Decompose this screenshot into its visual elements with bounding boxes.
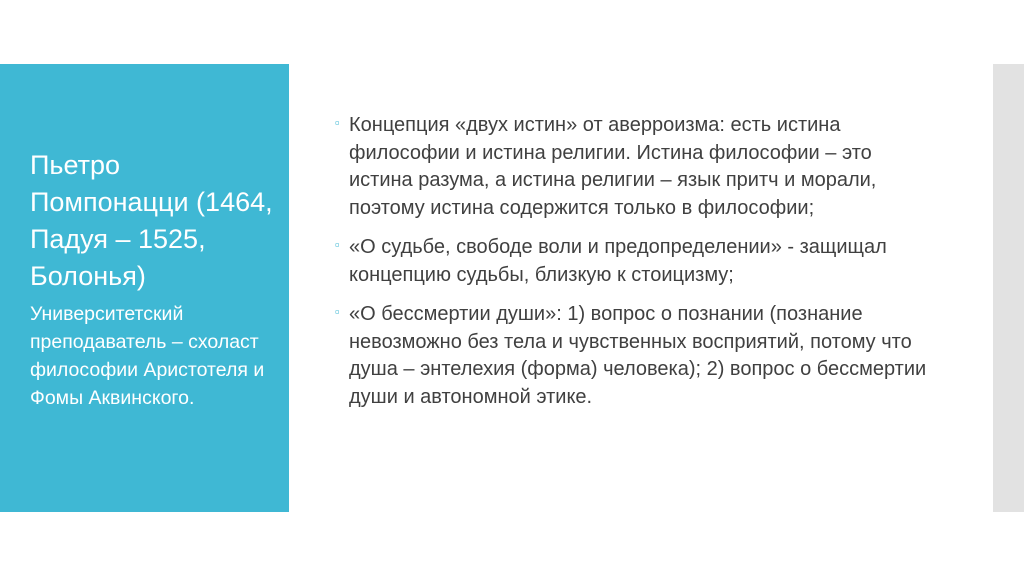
bullet-text: «О бессмертии души»: 1) вопрос о познании (познание невозможно без тела и чувственных восприятий, потому что душа – энтелехия (форма) человека); 2) вопрос о бессмертии души и автономной этике. xyxy=(349,303,927,408)
bullet-icon: ▫ xyxy=(335,115,340,130)
bullet-icon: ▫ xyxy=(335,304,340,319)
list-item xyxy=(333,112,933,222)
bullet-icon: ▫ xyxy=(335,237,340,252)
list-item xyxy=(333,234,933,289)
slide-subtitle: Университетский преподаватель – схоласт философии Аристотеля и Фомы Аквинского. xyxy=(30,303,265,409)
bullet-text: Концепция «двух истин» от аверроизма: есть истина философии и истина религии. Истина философии – это истина разума, а истина религии – язык притч и морали, поэтому истина содержится только в философии; xyxy=(349,114,877,219)
slide-title: Пьетро Помпонацци (1464, Падуя – 1525, Болонья) xyxy=(30,150,273,291)
bullet-text: «О судьбе, свободе воли и предопределении» - защищал концепцию судьбы, близкую к стоицизму; xyxy=(349,236,887,286)
list-item xyxy=(333,301,933,411)
right-edge-strip xyxy=(993,64,1024,512)
bullet-list xyxy=(333,112,933,423)
